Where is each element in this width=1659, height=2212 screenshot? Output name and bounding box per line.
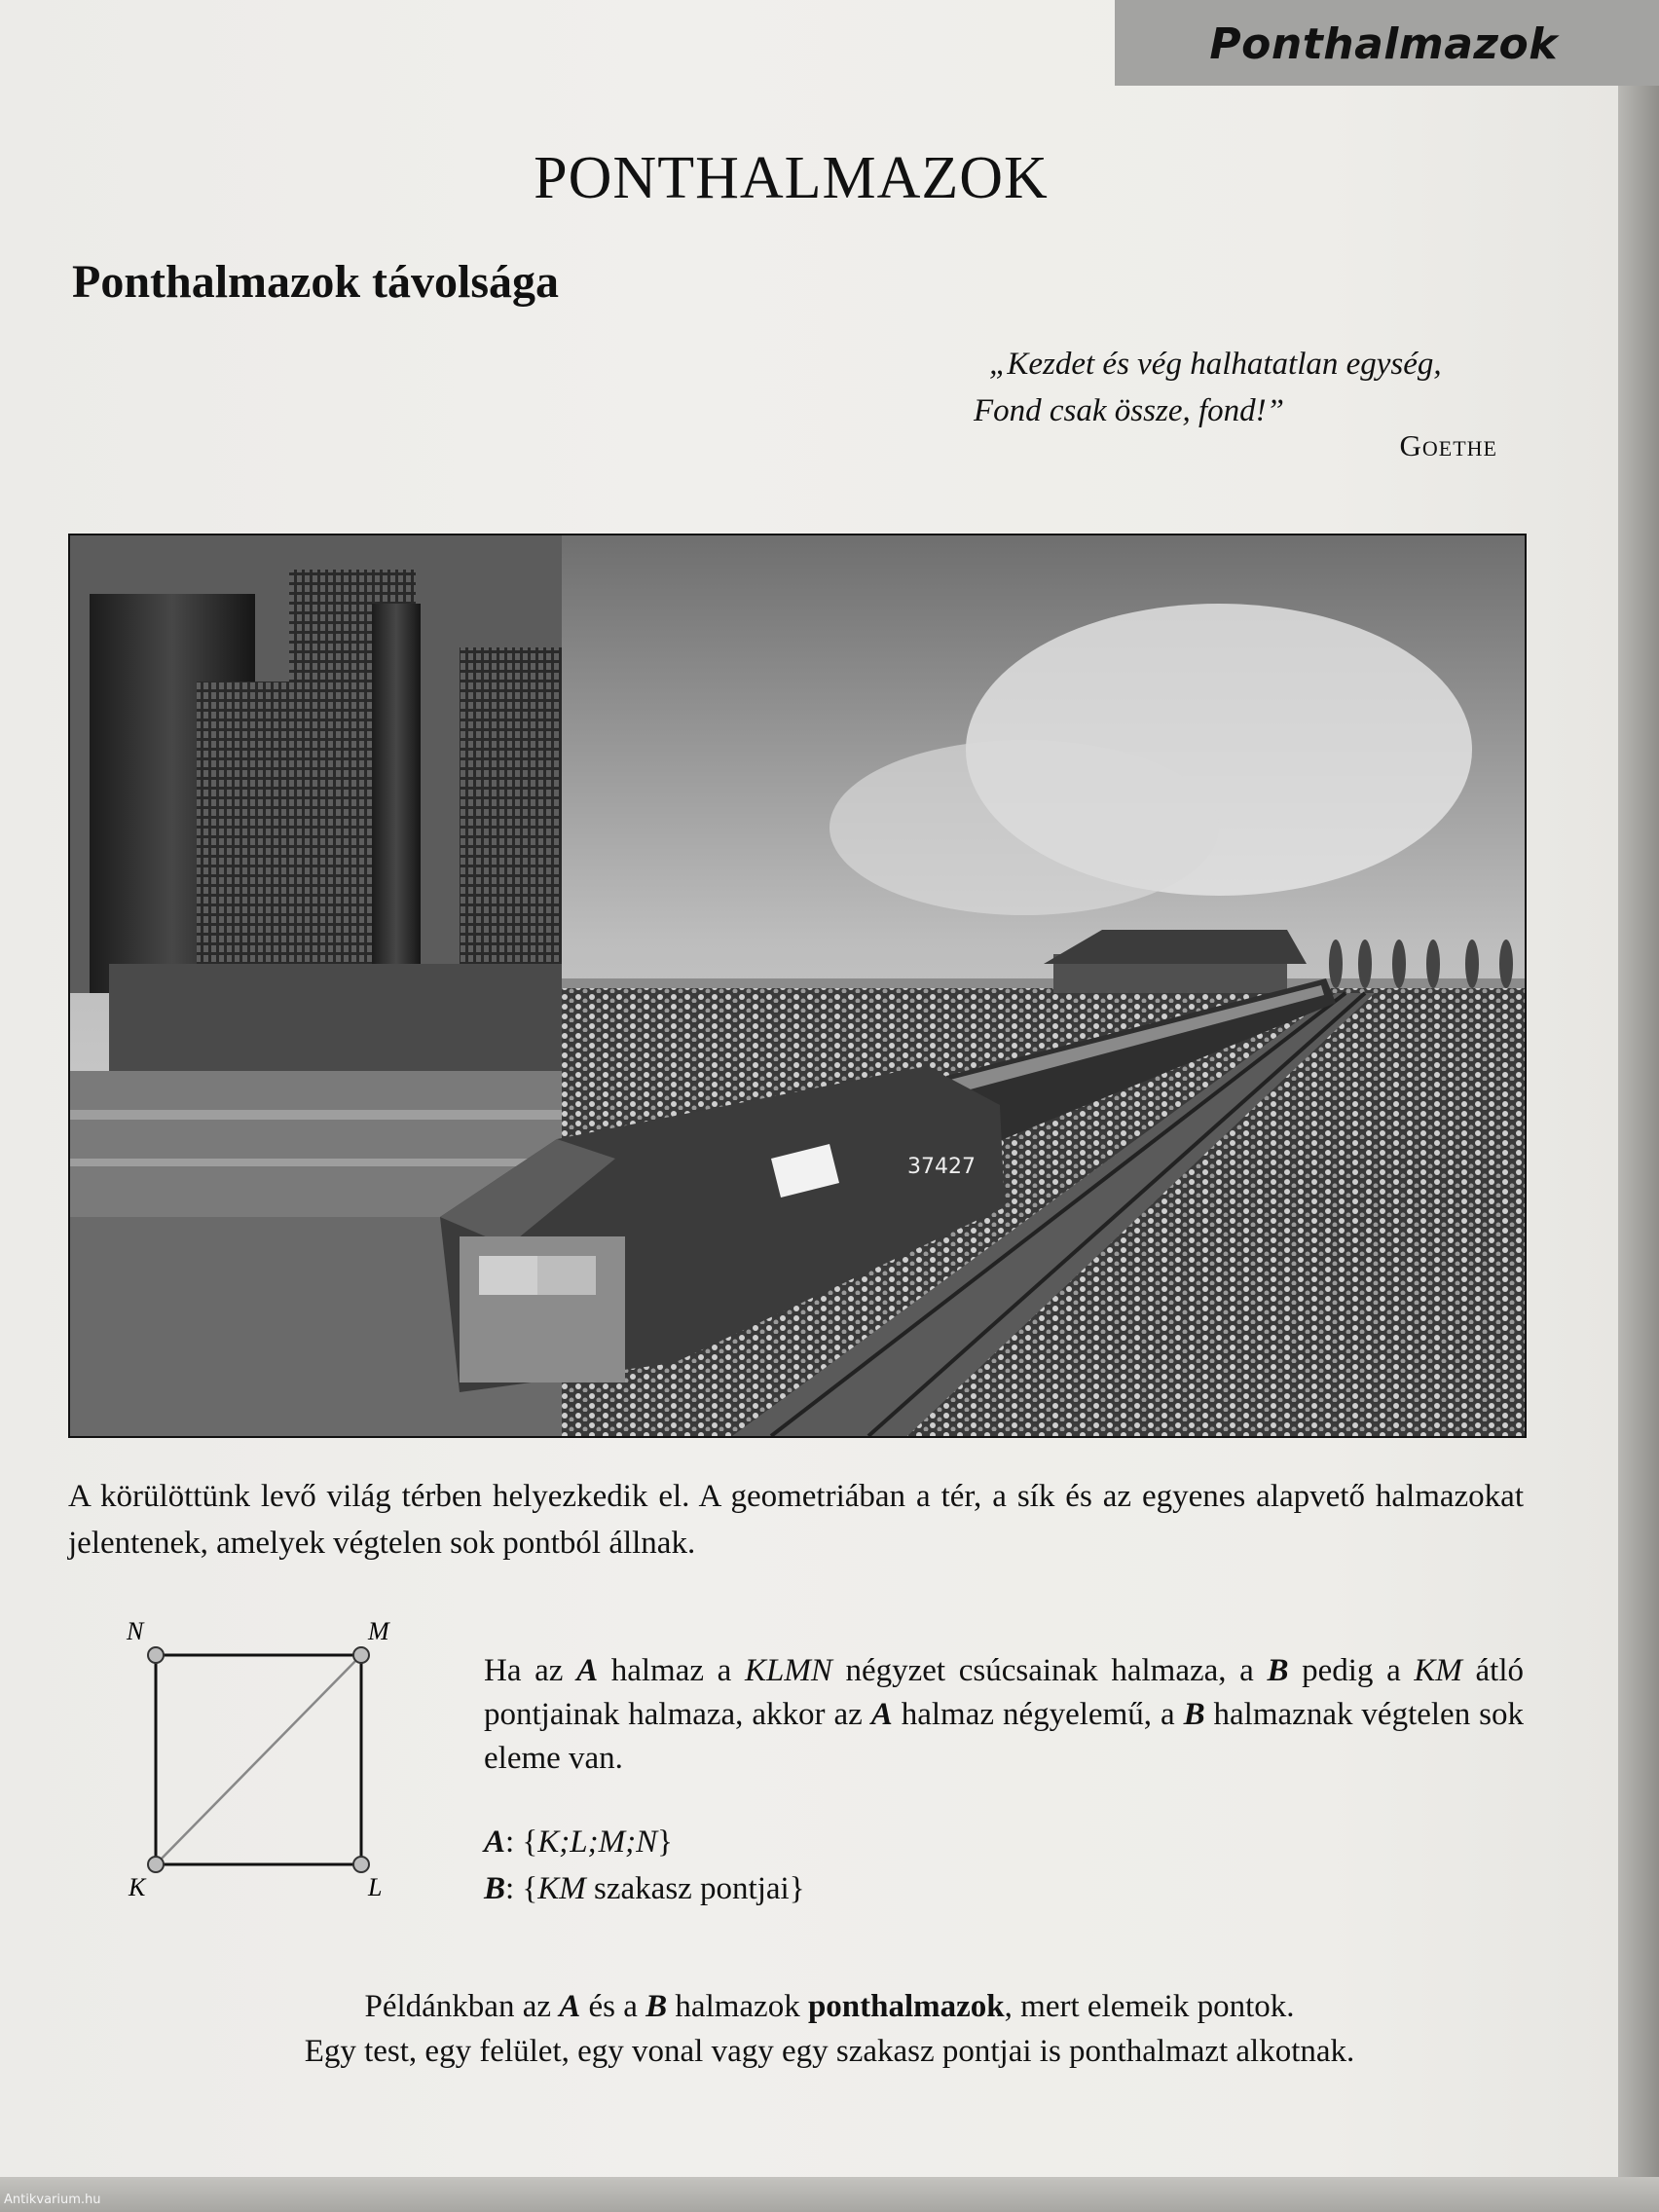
watermark: Antikvarium.hu xyxy=(4,2193,101,2207)
set-a-symbol: A xyxy=(559,1989,581,2024)
diagonal-km xyxy=(156,1655,361,1864)
square-name: KLMN xyxy=(744,1653,832,1688)
page-title: PONTHALMAZOK xyxy=(534,145,1049,211)
set-a-close: } xyxy=(657,1825,673,1860)
conclusion-text: halmazok xyxy=(667,1989,808,2024)
set-b-symbol: B xyxy=(1183,1697,1205,1732)
set-a-symbol: A xyxy=(870,1697,893,1732)
collage-photo-image xyxy=(70,535,1525,1436)
conclusion-text: Példánkban az xyxy=(364,1989,560,2024)
vertex-n xyxy=(148,1647,164,1663)
label-n: N xyxy=(127,1617,144,1645)
key-term: ponthalmazok xyxy=(807,1989,1005,2024)
explanation-text: halmaznak végtelen sok eleme van. xyxy=(484,1697,1525,1776)
set-b-symbol: B xyxy=(645,1989,668,2024)
epigraph-line-2: Fond csak össze, fond!” xyxy=(974,393,1284,428)
set-definitions xyxy=(484,1819,805,1912)
intro-paragraph: A körülöttünk levő világ térben helyezkedik el. A geometriában a tér, a sík és az egyenes alapvető halmazokat jelentenek, amelyek végtelen sok pontból állnak. xyxy=(68,1479,1524,1561)
conclusion-line-2: Egy test, egy felület, egy vonal vagy egy szakasz pontjai is ponthalmazt alkotnak. xyxy=(304,2034,1355,2069)
label-m: M xyxy=(368,1617,389,1645)
conclusion-line-1 xyxy=(0,1984,1659,2029)
explanation-text: halmaz négyelemű, a xyxy=(892,1697,1184,1732)
diagonal-name: KM xyxy=(1414,1653,1462,1688)
epigraph-quote xyxy=(974,341,1499,434)
set-b-name: B xyxy=(484,1871,506,1906)
set-b-text: szakasz pontjai} xyxy=(585,1871,805,1906)
explanation-text: halmaz a xyxy=(598,1653,745,1688)
set-a-open: : { xyxy=(505,1825,538,1860)
explanation-paragraph xyxy=(484,1649,1524,1781)
epigraph-author: Goethe xyxy=(1399,428,1497,462)
square-diagram-svg xyxy=(117,1608,409,1900)
set-a-elements: K;L;M;N xyxy=(537,1825,658,1860)
vertex-k xyxy=(148,1857,164,1872)
set-b-definition xyxy=(484,1865,805,1912)
set-a-symbol: A xyxy=(576,1653,599,1688)
chapter-header-label: Ponthalmazok xyxy=(1209,19,1558,69)
set-a-definition xyxy=(484,1819,805,1865)
explanation-text: átló pontjainak halmaza, akkor az xyxy=(484,1653,1525,1732)
vertex-l xyxy=(353,1857,369,1872)
page-edge-shadow xyxy=(1618,83,1659,2212)
conclusion-text: , mert elemeik pontok. xyxy=(1004,1989,1295,2024)
square-diagram xyxy=(117,1608,409,1900)
conclusion-text: és a xyxy=(580,1989,646,2024)
section-title: Ponthalmazok távolsága xyxy=(72,256,560,308)
vertex-m xyxy=(353,1647,369,1663)
set-b-segment: KM xyxy=(537,1871,586,1906)
explanation-text: Ha az xyxy=(484,1653,577,1688)
locomotive-number: 37427 xyxy=(907,1155,976,1179)
set-b-symbol: B xyxy=(1267,1653,1289,1688)
set-a-name: A xyxy=(484,1825,506,1860)
label-k: K xyxy=(129,1873,146,1900)
explanation-text: négyzet csúcsainak halmaza, a xyxy=(831,1653,1268,1688)
set-b-open: : { xyxy=(505,1871,538,1906)
label-l: L xyxy=(368,1873,383,1900)
collage-photo xyxy=(68,534,1527,1438)
chapter-header-tab xyxy=(1115,0,1659,86)
explanation-text: pedig a xyxy=(1288,1653,1415,1688)
page-bottom-shadow xyxy=(0,2177,1659,2212)
epigraph-line-1: „Kezdet és vég halhatatlan egység, xyxy=(989,347,1442,382)
conclusion-paragraph xyxy=(0,1984,1659,2074)
